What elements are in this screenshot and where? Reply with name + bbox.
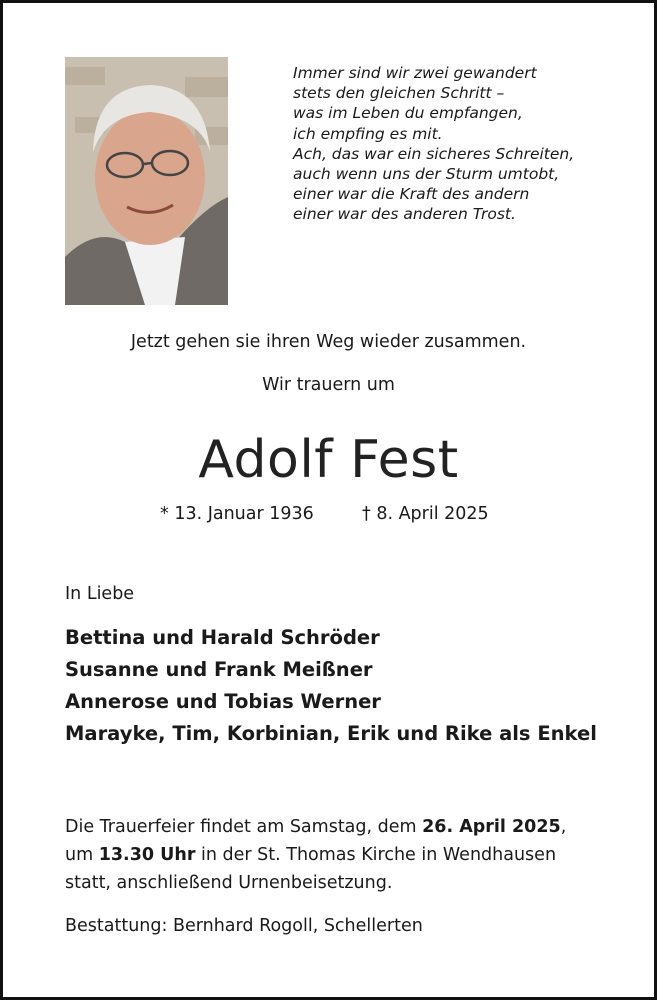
death-date: † 8. April 2025 <box>362 504 489 524</box>
family-member: Annerose und Tobias Werner <box>65 690 381 713</box>
ceremony-text: , <box>560 817 567 837</box>
ceremony-text: Die Trauerfeier findet am Samstag, dem <box>65 817 423 837</box>
ceremony-line-3: statt, anschließend Urnenbeisetzung. <box>65 873 393 893</box>
ceremony-date: 26. April 2025 <box>422 817 561 837</box>
undertaker: Bestattung: Bernhard Rogoll, Schellerten <box>65 916 423 936</box>
ceremony-time: 13.30 Uhr <box>98 845 196 865</box>
family-member: Marayke, Tim, Korbinian, Erik und Rike als Enkel <box>65 722 597 745</box>
poem-line: ich empfing es mit. <box>293 124 443 143</box>
poem <box>293 63 574 225</box>
poem-line: stets den gleichen Schritt – <box>293 84 505 103</box>
poem-line: einer war des anderen Trost. <box>293 205 516 224</box>
portrait-image <box>65 57 228 305</box>
deceased-name: Adolf Fest <box>198 430 459 490</box>
poem-line: Immer sind wir zwei gewandert <box>293 64 537 82</box>
poem-line: auch wenn uns der Sturm umtobt, <box>293 165 560 184</box>
mourning-text: Wir trauern um <box>262 375 395 395</box>
family-member: Bettina und Harald Schröder <box>65 626 380 649</box>
poem-line: Ach, das war ein sicheres Schreiten, <box>293 144 575 163</box>
intro-text: Jetzt gehen sie ihren Weg wieder zusammen. <box>130 332 527 352</box>
in-love-label: In Liebe <box>65 584 135 604</box>
birth-date: * 13. Januar 1936 <box>160 504 314 524</box>
ceremony-text: um <box>65 845 99 865</box>
poem-line: was im Leben du empfangen, <box>293 104 523 123</box>
ceremony-text: in der St. Thomas Kirche in Wendhausen <box>195 845 557 865</box>
poem-line: einer war die Kraft des andern <box>293 185 530 204</box>
ceremony-line-1 <box>65 817 566 837</box>
ceremony-line-2 <box>65 845 556 865</box>
family-member: Susanne und Frank Meißner <box>65 658 373 681</box>
portrait-photo <box>65 57 228 305</box>
